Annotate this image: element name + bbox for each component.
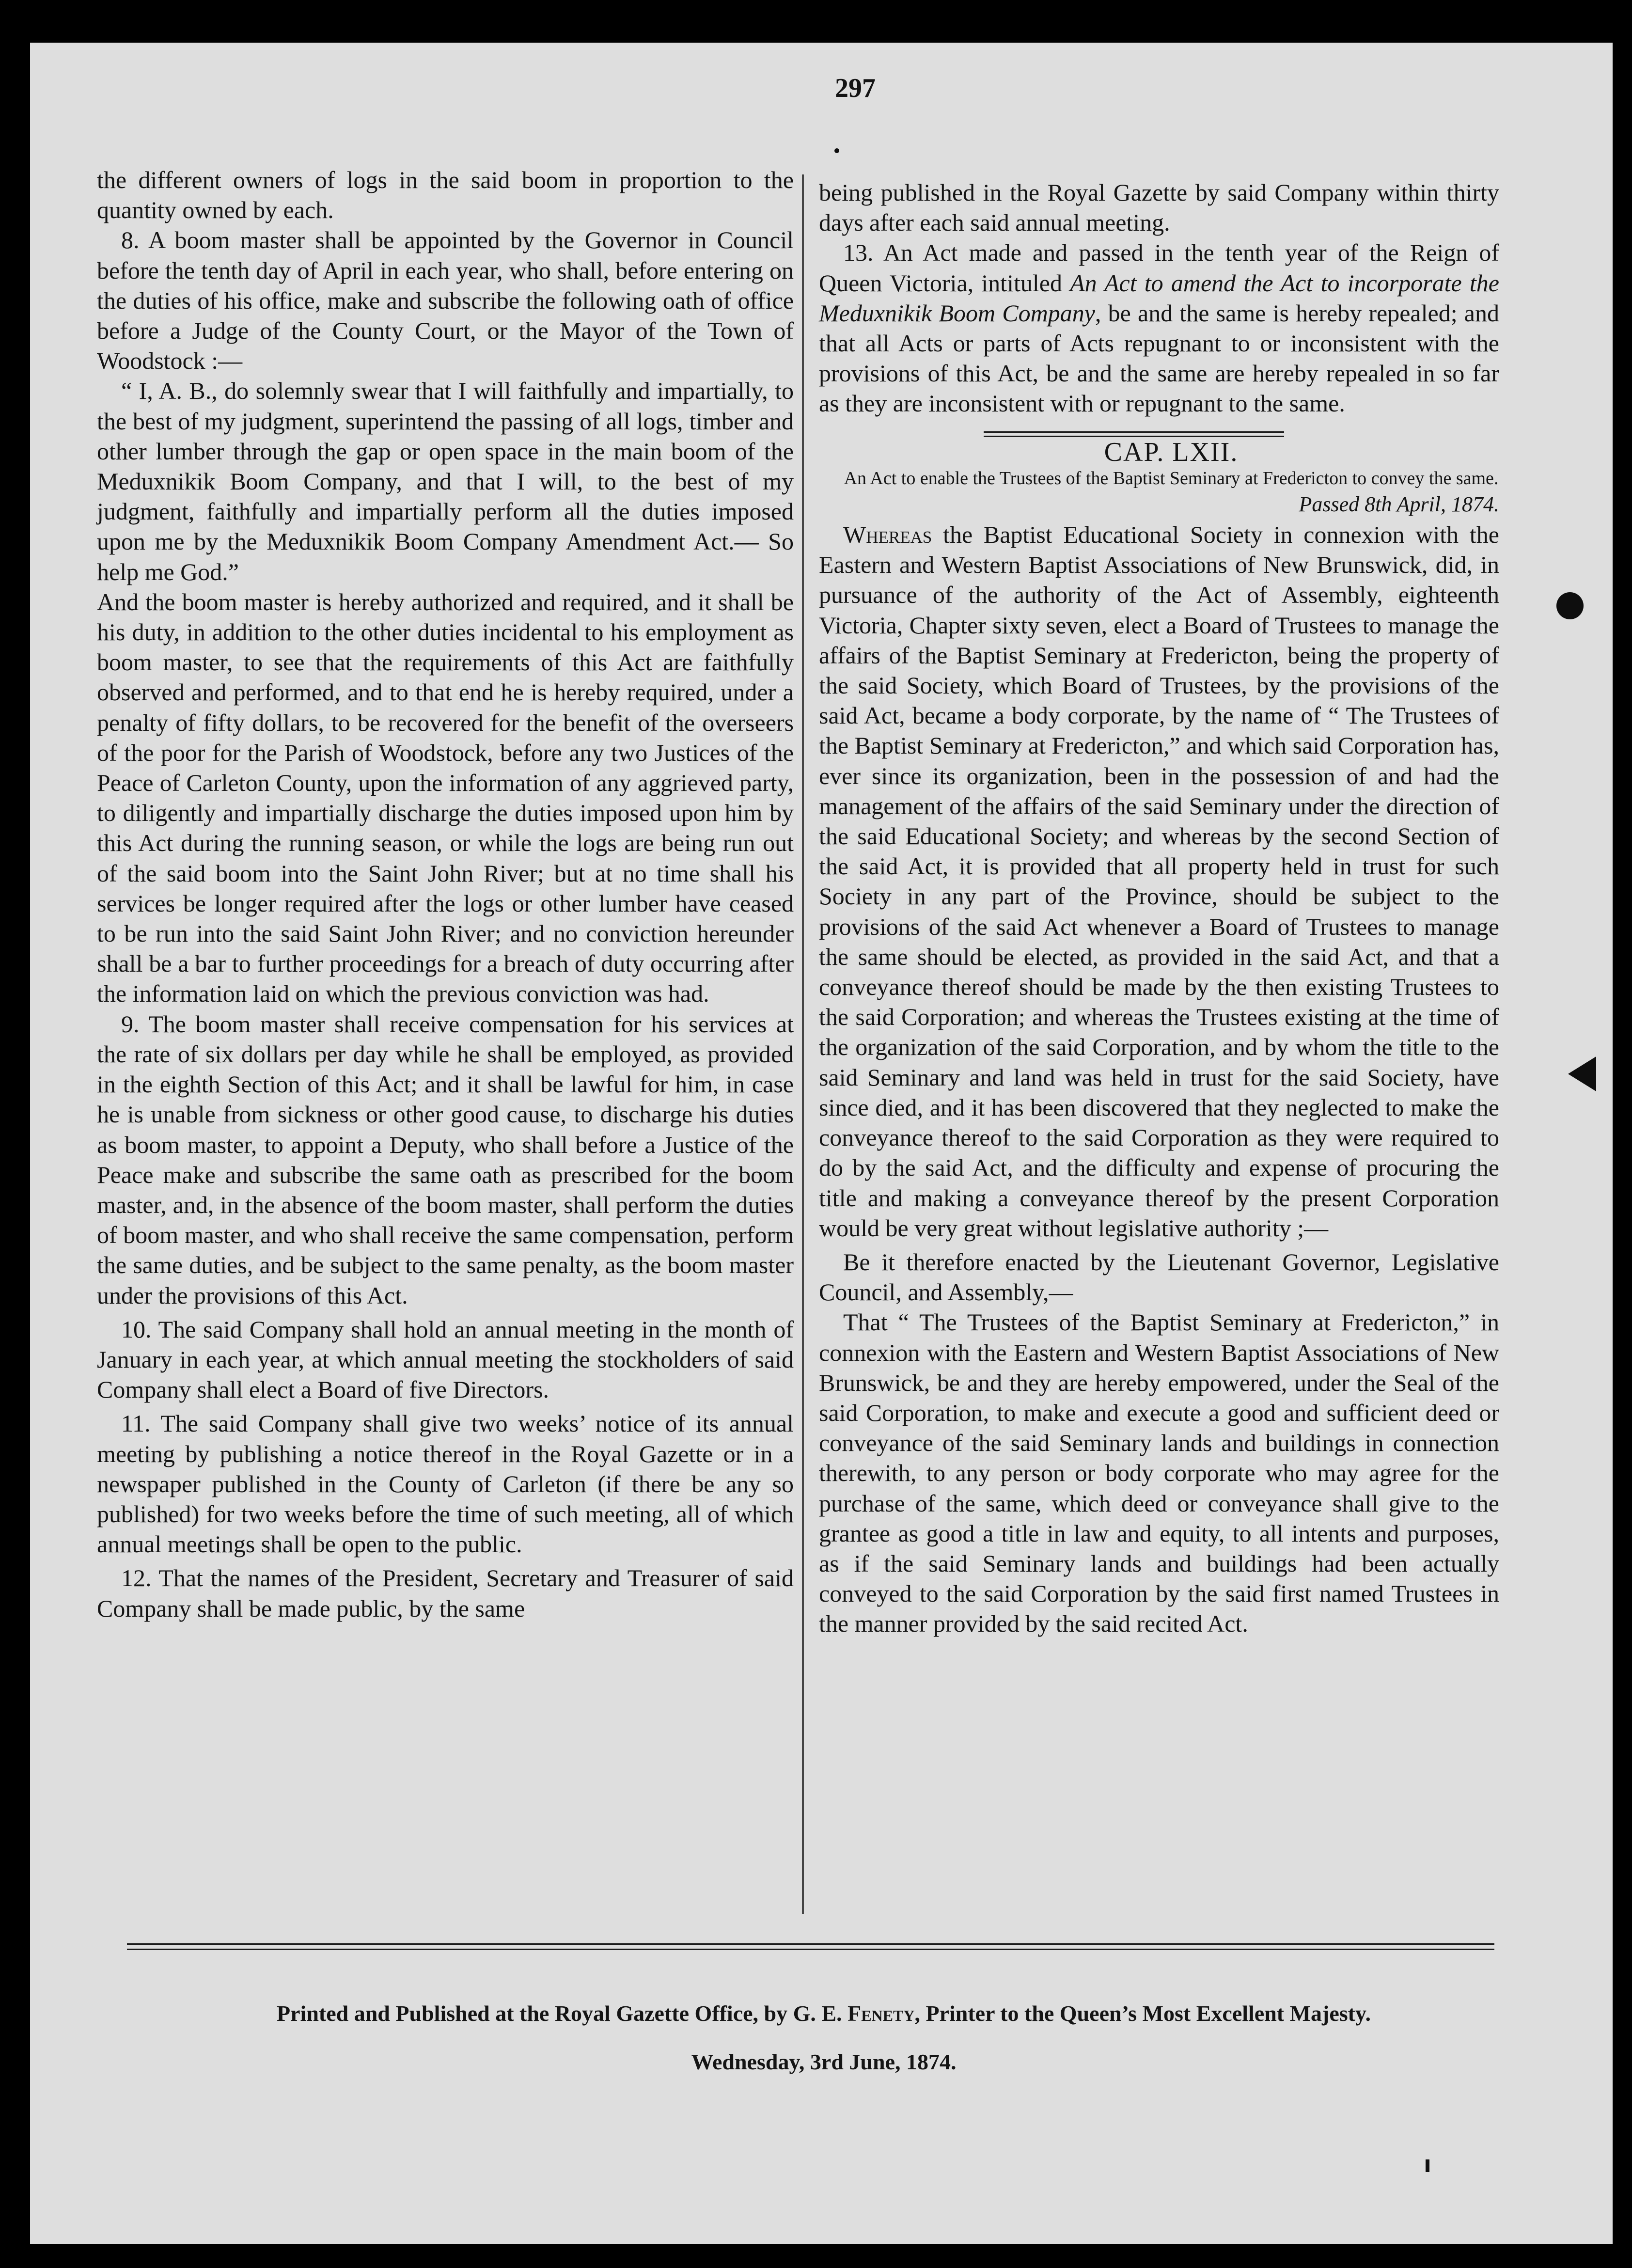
chapter-heading: CAP. LXII. [1104, 437, 1239, 467]
imprint-post: , Printer to the Queen’s Most Excellent Majesty. [914, 2001, 1371, 2026]
ink-blot [1568, 1056, 1596, 1091]
repealed-act-title: An Act to amend the Act to incorporate the Meduxnikik Boom Company [819, 269, 1499, 327]
enacting-clause: Be it therefore enacted by the Lieutenant Governor, Legislative Council, and Assembly,— [819, 1248, 1499, 1306]
passed-date: Passed 8th April, 1874. [1299, 492, 1499, 516]
section-12-continuation: being published in the Royal Gazette by said Company within thirty days after each said annual meeting. [819, 179, 1499, 236]
operative-clause: That “ The Trustees of the Baptist Seminary at Fredericton,” in connexion with the Eastern and Western Baptist Associations of New Brunswick, be and they are hereby empowered, under the Seal of the said Corporation, to make and execute a good and sufficient deed or conveyance of the said Seminary lands and buildings in connection therewith, to any person or body corporate who may agree for the purchase of the same, which deed or conveyance shall give to the grantee as good a title in law and equity, to all intents and purposes, as if the said Seminary lands and buildings had been actually conveyed to the said Corporation by the said first named Trustees in the manner provided by the said recited Act. [819, 1308, 1499, 1638]
section-13-pre: 13. An Act made and passed in the tenth year of the Reign of Queen Victoria, intituled [819, 239, 1499, 297]
oath-text: “ I, A. B., do solemnly swear that I will faithfully and impartially, to the best of my judgment, superintend the passing of all logs, timber and other lumber through the gap or open space in the main boom of the Meduxnikik Boom Company, and that I will, to the best of my judgment, faithfully and impartially perform all the duties imposed upon me by the Meduxnikik Boom Company Amendment Act.— So help me God.” [97, 377, 794, 585]
section-9: 9. The boom master shall receive compensation for his services at the rate of six dollars per day while he shall be employed, as provided in the eighth Section of this Act; and it shall be lawful for him, in case he is unable from sickness or other good cause, to discharge his duties as boom master, to appoint a Deputy, who shall before a Justice of the Peace make and subscribe the same oath as prescribed for the boom master, and, in the absence of the boom master, shall perform the duties of boom master, and who shall receive the same compensation, perform the same duties, and be subject to the same penalty, as the boom master under the provisions of this Act. [97, 1010, 794, 1309]
continued-paragraph: the different owners of logs in the said boom in proportion to the quantity owned by each. [97, 166, 794, 224]
imprint-pre: Printed and Published at the Royal Gazette Office, by G. E. [277, 2001, 848, 2026]
section-rule [984, 431, 1284, 437]
publication-date: Wednesday, 3rd June, 1874. [691, 2049, 957, 2074]
section-11: 11. The said Company shall give two weeks’ notice of its annual meeting by publishing a notice thereof in the Royal Gazette or in a newspaper published in the County of Carleton (if there be any so published) for two weeks before the time of such meeting, all of which annual meetings shall be open to the public. [97, 1410, 794, 1558]
section-13-post: , be and the same is hereby repealed; and that all Acts or parts of Acts repugnant to or inconsistent with the provisions of this Act, be and the same are hereby repealed in so far as they are inconsistent with or repugnant to the same. [819, 299, 1499, 417]
ink-speck [834, 148, 839, 153]
preamble-body: the Baptist Educational Society in connexion with the Eastern and Western Baptist Associations of New Brunswick, did, in pursuance of the authority of the Act of Assembly, eighteenth Victoria, Chapter sixty seven, elect a Board of Trustees to manage the affairs of the Baptist Seminary at Fredericton, being the property of the said Society, which Board of Trustees, by the provisions of the said Act, became a body corporate, by the name of “ The Trustees of the Baptist Seminary at Fredericton,” and which said Corporation has, ever since its organization, been in the possession of and had the management of the affairs of the said Seminary under the direction of the said Educational Society; and whereas by the second Section of the said Act, it is provided that all property held in trust for such Society in any part of the Province, should be subject to the provisions of the said Act whenever a Board of Trustees to manage the same should be elected, as provided in the said Act, and that a conveyance thereof should be made by the then existing Trustees to the said Corporation; and whereas the Trustees existing at the time of the organization of the said Corporation, and by whom the title to the said Seminary and land was held in trust for the said Society, have since died, and it has been discovered that they neglected to make the conveyance thereof to the said Corporation as they were required to do by the said Act, and the difficulty and expense of procuring the title and making a conveyance thereof by the present Corporation would be very great without legislative authority ;— [819, 521, 1499, 1242]
ink-blot [1556, 592, 1584, 619]
boom-master-duties: And the boom master is hereby authorized and required, and it shall be his duty, in addition to the other duties incidental to his employment as boom master, to see that the requirements of this Act are faithfully observed and performed, and to that end he is hereby required, under a penalty of fifty dollars, to be recovered for the benefit of the overseers of the poor for the Parish of Woodstock, before any two Justices of the Peace of Carleton County, upon the information of any aggrieved party, to diligently and impartially discharge the duties imposed upon him by this Act during the running season, or while the logs are being run out of the said boom into the Saint John River; but at no time shall his services be longer required after the logs or other lumber have ceased to be run into the said Saint John River; and no conviction hereunder shall be a bar to further proceedings for a breach of duty occurring after the information laid on which the previous conviction was had. [97, 588, 794, 1008]
right-column [819, 177, 1499, 1639]
act-title: An Act to enable the Trustees of the Baptist Seminary at Fredericton to convey the same. [844, 468, 1499, 488]
column-divider [802, 174, 804, 1914]
page-number: 297 [835, 73, 876, 103]
printer-name: Fenety [847, 2001, 915, 2026]
whereas-lead: Whereas [843, 521, 932, 549]
footer-rule [127, 1943, 1494, 1950]
section-12: 12. That the names of the President, Secretary and Treasurer of said Company shall be made public, by the same [97, 1564, 794, 1622]
printer-imprint [97, 2000, 1551, 2026]
preamble [819, 520, 1499, 1243]
left-column [97, 165, 794, 1623]
section-13 [819, 237, 1499, 418]
section-8: 8. A boom master shall be appointed by the Governor in Council before the tenth day of April in each year, who shall, before entering on the duties of his office, make and subscribe the following oath of office before a Judge of the County Court, or the Mayor of the Town of Woodstock :— [97, 226, 794, 375]
ink-speck [1426, 2159, 1429, 2172]
section-10: 10. The said Company shall hold an annual meeting in the month of January in each year, at which annual meeting the stockholders of said Company shall elect a Board of five Directors. [97, 1315, 794, 1403]
